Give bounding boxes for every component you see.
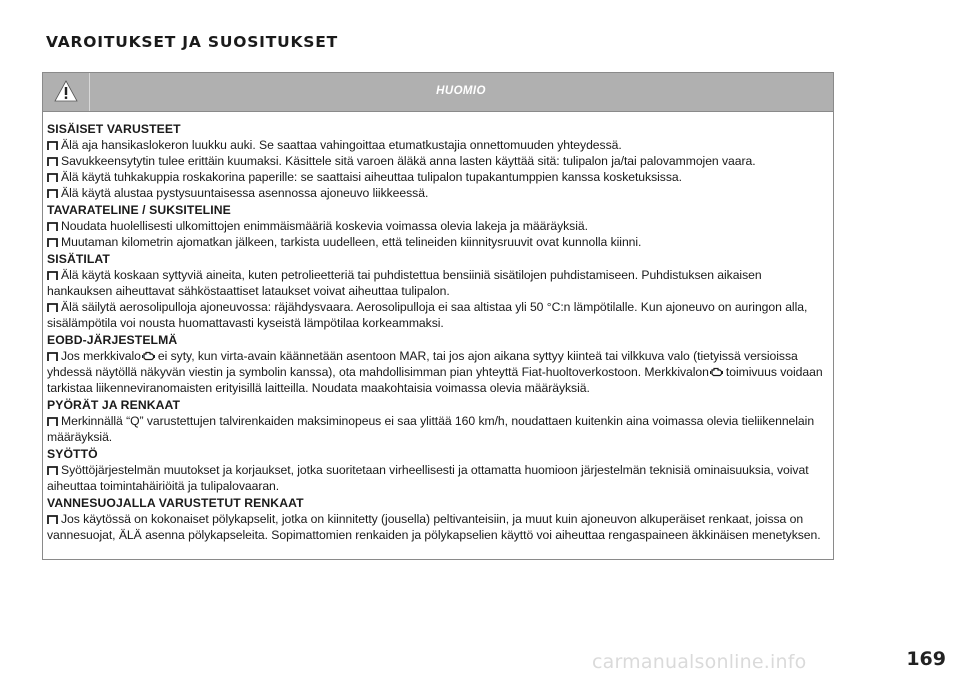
list-item: Merkinnällä “Q” varustettujen talvirenkaiden maksiminopeus ei saa ylittää 160 km/h, noudattaen kuitenkin aina voimassa olevia tieliikennelain määräyksiä. <box>47 414 815 444</box>
section-title: EOBD-JÄRJESTELMÄ <box>47 333 178 347</box>
bullet-icon <box>47 222 58 230</box>
section-title: SISÄISET VARUSTEET <box>47 122 181 136</box>
warning-triangle-icon <box>43 73 90 111</box>
section-title: PYÖRÄT JA RENKAAT <box>47 398 181 412</box>
bullet-icon <box>47 352 58 360</box>
bullet-icon <box>47 515 58 523</box>
bullet-icon <box>47 238 58 246</box>
list-item: Savukkeensytytin tulee erittäin kuumaksi. Käsittele sitä varoen äläkä anna lasten käyttää sitä: tulipalon ja/tai palovammojen vaara. <box>47 153 827 169</box>
list-item: Älä säilytä aerosolipulloja ajoneuvossa: räjähdysvaara. Aerosolipulloja ei saa altistaa yli 50 °C:n lämpötilalle. Kun ajoneuvo on auringon alla, sisälämpötila voi nousta huomattavasti kyseistä lämpötilaa korkeammaksi. <box>47 300 808 330</box>
list-item: Älä käytä koskaan syttyviä aineita, kuten petrolieetteriä tai puhdistettua bensiiniä sisätilojen puhdistamiseen. Puhdistuksen aikaisen hankauksen aiheuttavat sähköstaattiset lataukset voivat aiheuttaa tulipalon. <box>47 268 762 298</box>
list-item: Jos käytössä on kokonaiset pölykapselit, jotka on kiinnitetty (jousella) peltivanteisiin, ja muut kuin ajoneuvon alkuperäiset renkaat, joissa on vannesuojat, ÄLÄ asenna pölykapseleita. Sopimattomien renkaiden ja pölykapselien käyttö voi aiheuttaa rengaspaineen äkkinäisen menetyksen. <box>47 512 821 542</box>
bullet-icon <box>47 173 58 181</box>
warning-box-label: HUOMIO <box>436 85 486 97</box>
bullet-icon <box>47 271 58 279</box>
section-title: SISÄTILAT <box>47 252 110 266</box>
bullet-icon <box>47 417 58 425</box>
engine-check-icon <box>142 349 155 359</box>
section-title: SYÖTTÖ <box>47 447 98 461</box>
list-item: Älä käytä tuhkakuppia roskakorina paperille: se saattaisi aiheuttaa tulipalon tupakantumppien kanssa kosketuksissa. <box>47 169 827 185</box>
list-item: Syöttöjärjestelmän muutokset ja korjaukset, jotka suoritetaan virheellisesti ja ottamatta huomioon järjestelmän teknisiä ominaisuuksia, voivat aiheuttaa toimintahäiriöitä ja tulipalovaaran. <box>47 463 809 493</box>
warning-box <box>42 72 834 560</box>
bullet-icon <box>47 189 58 197</box>
section-title: TAVARATELINE / SUKSITELINE <box>47 203 231 217</box>
list-item: Älä käytä alustaa pystysuuntaisessa asennossa ajoneuvo liikkeessä. <box>47 185 827 201</box>
page-title: VAROITUKSET JA SUOSITUKSET <box>46 33 339 51</box>
list-item: Muutaman kilometrin ajomatkan jälkeen, tarkista uudelleen, että telineiden kiinnitysruuvit ovat kunnolla kiinni. <box>47 234 827 250</box>
bullet-icon <box>47 303 58 311</box>
bullet-icon <box>47 466 58 474</box>
list-item: Noudata huolellisesti ulkomittojen enimmäismääriä koskevia voimassa olevia lakeja ja määräyksiä. <box>47 218 827 234</box>
page-number: 169 <box>906 648 946 670</box>
list-item: Älä aja hansikaslokeron luukku auki. Se saattaa vahingoittaa etumatkustajia onnettomuuden yhteydessä. <box>47 137 827 153</box>
section-title: VANNESUOJALLA VARUSTETUT RENKAAT <box>47 496 304 510</box>
list-item: Jos merkkivalo ei syty, kun virta-avain käännetään asentoon MAR, tai jos ajon aikana syttyy kiinteä tai vilkkuva valo (tietyissä versioissa yhdessä näytöllä näkyvän viestin ja symbolin kanssa), ota mahdollisimman pian yhteyttä Fiat-huoltoverkostoon. Merkkivalon toimivuus voidaan tarkistaa liikenneviranomaisten erityisillä laitteilla. Noudata maakohtaisia voimassa olevia määräyksiä. <box>47 349 823 395</box>
bullet-icon <box>47 157 58 165</box>
warning-box-header <box>43 73 833 112</box>
watermark: carmanualsonline.info <box>592 651 807 673</box>
bullet-icon <box>47 141 58 149</box>
warning-content <box>43 112 833 543</box>
engine-check-icon <box>710 365 723 375</box>
